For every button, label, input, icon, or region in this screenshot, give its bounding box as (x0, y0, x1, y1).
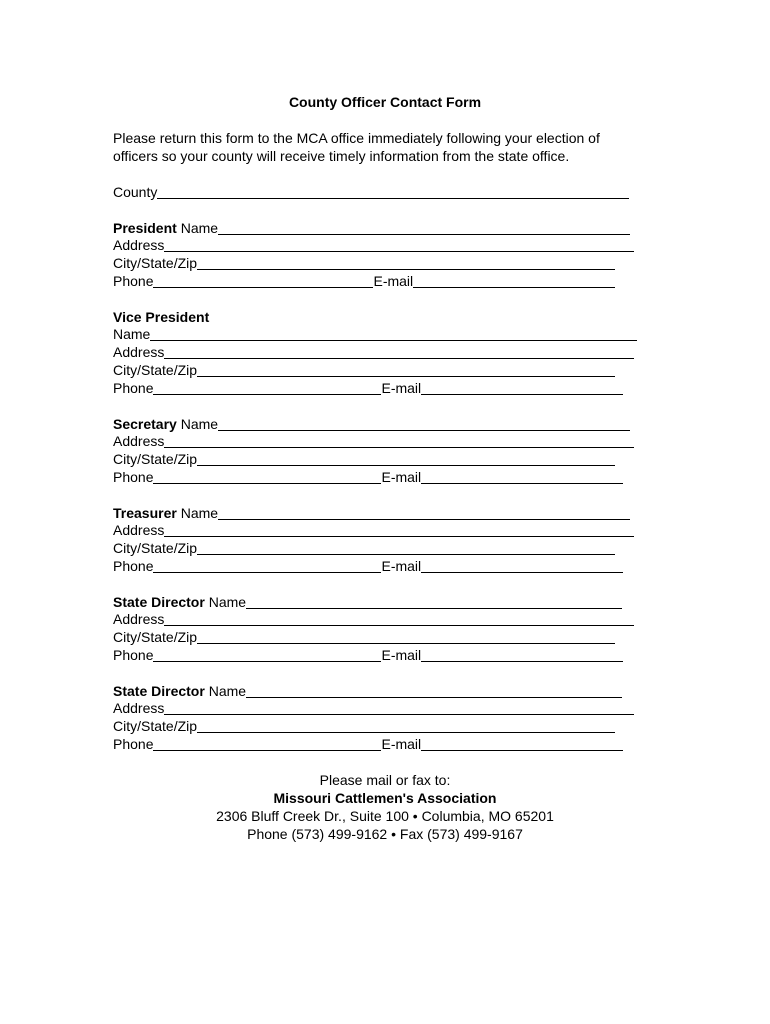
vice-president-email-blank[interactable] (421, 380, 623, 395)
phone-label: Phone (113, 380, 154, 396)
intro-text (113, 129, 653, 165)
state-director-1-address-blank[interactable] (164, 611, 634, 626)
phone-label: Phone (113, 736, 154, 752)
name-label: Name (180, 416, 219, 432)
address-label: Address (113, 611, 165, 627)
name-label: Name (208, 683, 247, 699)
address-label: Address (113, 433, 165, 449)
vice-president-name-field[interactable] (113, 325, 637, 343)
mailing-info (0, 771, 770, 843)
address-label: Address (113, 344, 165, 360)
state-director-2-name-blank[interactable] (246, 683, 622, 698)
city-label: City/State/Zip (113, 718, 198, 734)
city-label: City/State/Zip (113, 629, 198, 645)
vice-president-heading-line (113, 308, 209, 326)
secretary-phone-blank[interactable] (153, 469, 381, 484)
address-label: Address (113, 237, 165, 253)
name-label: Name (180, 505, 219, 521)
state-director-1-email-blank[interactable] (421, 647, 623, 662)
treasurer-heading: Treasurer (113, 505, 177, 521)
organization-name: Missouri Cattlemen's Association (273, 790, 497, 806)
secretary-email-blank[interactable] (421, 469, 623, 484)
president-name-blank[interactable] (218, 220, 630, 235)
mail-instruction: Please mail or fax to: (319, 772, 451, 788)
president-heading: President (113, 220, 177, 236)
secretary-phone-field[interactable] (113, 468, 623, 486)
state-director-1-name-field[interactable] (113, 593, 622, 611)
state-director-1-city-field[interactable] (113, 628, 615, 646)
address-label: Address (113, 700, 165, 716)
county-field[interactable] (113, 183, 629, 201)
mailing-address: 2306 Bluff Creek Dr., Suite 100 • Columbia, MO 65201 (216, 808, 554, 824)
state-director-2-phone-field[interactable] (113, 735, 623, 753)
email-label: E-mail (381, 469, 422, 485)
treasurer-name-field[interactable] (113, 504, 630, 522)
treasurer-address-field[interactable] (113, 521, 634, 539)
vice-president-phone-field[interactable] (113, 379, 623, 397)
email-label: E-mail (373, 273, 414, 289)
city-label: City/State/Zip (113, 451, 198, 467)
city-label: City/State/Zip (113, 540, 198, 556)
state-director-1-address-field[interactable] (113, 610, 634, 628)
address-label: Address (113, 522, 165, 538)
president-phone-field[interactable] (113, 272, 615, 290)
treasurer-phone-blank[interactable] (153, 558, 381, 573)
intro-line-2: officers so your county will receive timely information from the state office. (113, 148, 570, 164)
name-label: Name (180, 220, 219, 236)
secretary-heading: Secretary (113, 416, 177, 432)
phone-label: Phone (113, 647, 154, 663)
name-label: Name (113, 326, 151, 342)
secretary-name-field[interactable] (113, 415, 630, 433)
state-director-1-city-blank[interactable] (197, 629, 615, 644)
vice-president-name-blank[interactable] (150, 326, 637, 341)
vice-president-phone-blank[interactable] (153, 380, 381, 395)
state-director-1-phone-field[interactable] (113, 646, 623, 664)
county-blank[interactable] (157, 184, 629, 199)
state-director-1-name-blank[interactable] (246, 594, 622, 609)
state-director-2-phone-blank[interactable] (153, 736, 381, 751)
vice-president-city-field[interactable] (113, 361, 615, 379)
phone-label: Phone (113, 469, 154, 485)
president-address-blank[interactable] (164, 237, 634, 252)
president-city-blank[interactable] (197, 255, 615, 270)
phone-fax: Phone (573) 499-9162 • Fax (573) 499-9167 (247, 826, 523, 842)
vice-president-address-blank[interactable] (164, 344, 634, 359)
city-label: City/State/Zip (113, 255, 198, 271)
treasurer-city-field[interactable] (113, 539, 615, 557)
email-label: E-mail (381, 647, 422, 663)
treasurer-name-blank[interactable] (218, 505, 630, 520)
secretary-address-field[interactable] (113, 432, 634, 450)
state-director-1-heading: State Director (113, 594, 205, 610)
email-label: E-mail (381, 380, 422, 396)
president-email-blank[interactable] (413, 273, 615, 288)
vice-president-city-blank[interactable] (197, 362, 615, 377)
secretary-name-blank[interactable] (218, 416, 630, 431)
state-director-2-city-field[interactable] (113, 717, 615, 735)
treasurer-email-blank[interactable] (421, 558, 623, 573)
vice-president-address-field[interactable] (113, 343, 634, 361)
state-director-2-email-blank[interactable] (421, 736, 623, 751)
phone-label: Phone (113, 273, 154, 289)
state-director-2-name-field[interactable] (113, 682, 622, 700)
state-director-2-city-blank[interactable] (197, 718, 615, 733)
secretary-city-field[interactable] (113, 450, 615, 468)
secretary-city-blank[interactable] (197, 451, 615, 466)
state-director-2-heading: State Director (113, 683, 205, 699)
secretary-address-blank[interactable] (164, 433, 634, 448)
treasurer-city-blank[interactable] (197, 540, 615, 555)
state-director-2-address-field[interactable] (113, 699, 634, 717)
state-director-1-phone-blank[interactable] (153, 647, 381, 662)
name-label: Name (208, 594, 247, 610)
intro-line-1: Please return this form to the MCA office immediately following your election of (113, 130, 600, 146)
email-label: E-mail (381, 736, 422, 752)
email-label: E-mail (381, 558, 422, 574)
treasurer-phone-field[interactable] (113, 557, 623, 575)
vice-president-heading: Vice President (113, 309, 210, 325)
president-address-field[interactable] (113, 236, 634, 254)
treasurer-address-blank[interactable] (164, 522, 634, 537)
state-director-2-address-blank[interactable] (164, 700, 634, 715)
phone-label: Phone (113, 558, 154, 574)
president-phone-blank[interactable] (153, 273, 373, 288)
city-label: City/State/Zip (113, 362, 198, 378)
page-title: County Officer Contact Form (288, 94, 482, 110)
president-city-field[interactable] (113, 254, 615, 272)
president-name-field[interactable] (113, 219, 630, 237)
county-label: County (113, 184, 158, 200)
